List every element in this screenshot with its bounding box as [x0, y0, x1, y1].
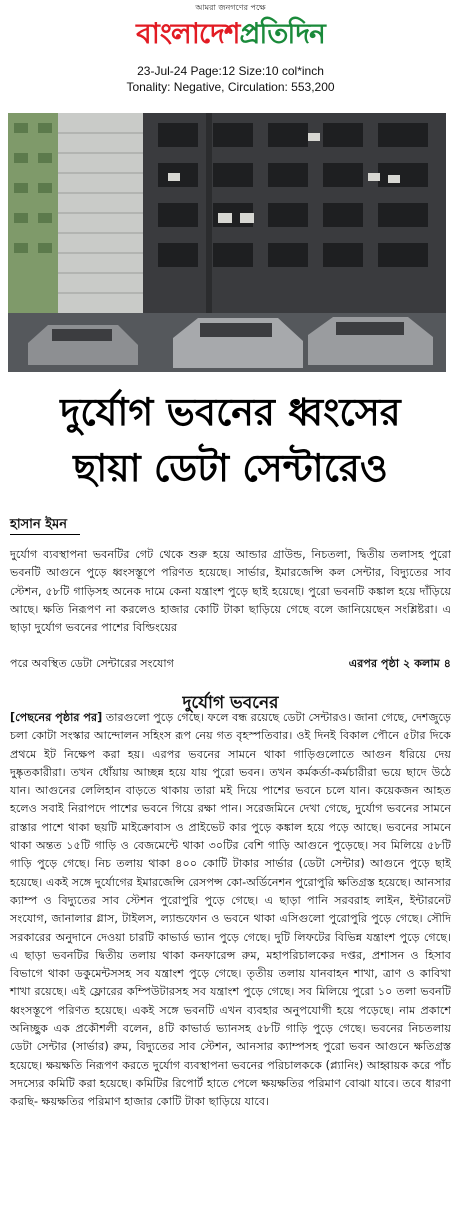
white-building [58, 113, 148, 323]
byline: হাসান ইমন [10, 517, 67, 532]
headline-line-2: ছায়া ডেটা সেন্টারেও [73, 446, 388, 490]
continued-from-label: [পেছনের পৃষ্ঠার পর] [10, 711, 103, 724]
lead-last-line: পরে অবস্থিত ডেটা সেন্টারের সংযোগ [10, 657, 174, 670]
masthead-tagline: আমরা জনগণের পক্ষে [195, 3, 266, 12]
jump-paragraph [10, 709, 451, 1112]
masthead [0, 0, 461, 64]
continued-on-label: এরপর পৃষ্ঠা ২ কলাম ৪ [348, 657, 451, 670]
jump-text: তারগুলো পুড়ে গেছে। ফলে বন্ধ রয়েছে ডেটা সেন্টারও। জানা গেছে, দেশজুড়ে চলা কোটা সংস্কার আন্দোলন সহিংস রূপ নেয় গত বৃহস্পতিবার। ওই দিনই বিকাল পৌনে ৫টার দিকে প্রথমে ইট নিক্ষেপ করা হয়। এরপর ভবনের সামনে থাকা গাড়িগুলোতে আগুন ধরিয়ে দেয় দুষ্কৃতকারীরা। তখন ধোঁয়ায় আচ্ছন্ন হয়ে যায় পুরো ভবন। তখন কর্মকর্তা-কর্মচারীরা ভয়ে ছাদে উঠে যান। আগুনের লেলিহান বাড়তে থাকায় তারা মই দিয়ে পাশের ভবনে চলে যান। কয়েকজন আহত হলেও সবাই নিরাপদে পাশের ভবনে গিয়ে রক্ষা পান। সরেজমিনে দেখা গেছে, দুর্যোগ ভবনের সামনে রাস্তার পাশে থাকা ছয়টি মাইক্রোবাস ও প্রাইভেট কার পুড়ে কঙ্কাল হয়ে পড়ে আছে। ভবনের সামনে থাকা অন্তত ১৫টি গাড়ি ও বেজমেন্টে থাকা ৩০টির বেশি গাড়ি আগুনে পুড়েছে। সব মিলিয়ে ৫৮টি গাড়ি পুড়ে গেছে। নিচ তলায় থাকা ৪০০ কোটি টাকার সার্ভার (ডেটা সেন্টার) আগুনে পুড়ে ছাই হয়েছে। একই সঙ্গে দুর্যোগের ইমারজেন্সি রেসপন্স কো-অর্ডিনেশন পুরোপুরি ক্ষতিগ্রস্ত হয়েছে। আনসার ক্যাম্প ও বিদ্যুতের সাব স্টেশন পুরোপুরি পুড়ে গেছে। এ ছাড়া পানি সরবরাহ লাইন, ইন্টারনেট সংযোগ, জানালার গ্লাস, টাইলস, ল্যান্ডফোন ও ভবনে থাকা এসিগুলো পুরোপুরি পুড়ে গেছে। সৌদি সরকারের অনুদানে দেওয়া চারটি কাভার্ড ভ্যান পুড়ে গেছে। দুটি লিফটের বিভিন্ন যন্ত্রাংশ পুড়ে গেছে। এ ছাড়া ভবনটির দ্বিতীয় তলায় থাকা কনফারেন্স রুম, মহাপরিচালকের দপ্তর, প্রশাসন ও হিসাব বিভাগে থাকা ডকুমেন্টসসহ সব যন্ত্রাংশ পুড়ে গেছে। তৃতীয় তলায় যানবাহন শাখা, ত্রাণ ও কাবিখা শাখা রয়েছে। এই ফ্লোরের কম্পিউটারসহ সব যন্ত্রাংশ পুড়ে গেছে। সব মিলিয়ে পুরো ১০ তলা ভবনটি ধ্বংসস্তূপে পরিণত হয়েছে। একই সঙ্গে ভবনটি এখন ব্যবহার অনুপযোগী হয়ে পড়েছে। নাম প্রকাশে অনিচ্ছুক এক প্রকৌশলী বলেন, ৪টি কাভার্ড ভ্যানসহ ৫৮টি গাড়ি পুড়ে গেছে। ভবনের নিচতলায় ডেটা সেন্টার (সার্ভার) রুম, বিদ্যুতের সাব স্টেশন, আনসার ক্যাম্পসহ পুরো ভবন আগুনে ক্ষতিগ্রস্ত হয়েছে। ক্ষয়ক্ষতি নিরূপণ করতে দুর্যোগ ব্যবস্থাপনা ভবনের পরিচালককে (প্ল্যানিং) আহ্বায়ক করে পাঁচ সদস্যের কমিটি করা হয়েছে। কমিটির রিপোর্ট হাতে পেলে ক্ষয়ক্ষতির পরিমাণ বোঝা যাবে। তবে ধারণা করছি- ক্ষয়ক্ষতির পরিমাণ হাজার কোটি টাকা ছাড়িয়ে যাবে। [10, 711, 451, 1109]
logo-part-2: প্রতিদিন [239, 17, 325, 50]
byline-divider [10, 534, 80, 535]
clip-meta-line-2: Tonality: Negative, Circulation: 553,200 [126, 80, 335, 94]
jump-subhead: দুর্যোগ ভবনের [182, 693, 279, 713]
continuation-row [10, 655, 451, 673]
utility-pole [206, 113, 212, 343]
newspaper-logo [0, 12, 461, 59]
headline-line-1: দুর্যোগ ভবনের ধ্বংসের [60, 390, 401, 434]
burnt-building-photo [8, 113, 446, 372]
lead-paragraph: দুর্যোগ ব্যবস্থাপনা ভবনটির গেট থেকে শুরু হয়ে আন্ডার গ্রাউন্ড, নিচতলা, দ্বিতীয় তলাসহ পুরো ভবনটি আগুনে পুড়ে ধ্বংসস্তূপে পরিণত হয়েছে। সার্ভার, ইমারজেন্সি কল সেন্টার, বিদ্যুতের সাব স্টেশন, ৫৮টি গাড়িসহ অনেক দামে কেনা যন্ত্রাংশ পুড়ে ছাই হয়েছে। পুরো ভবনটি কঙ্কাল হয়ে দাঁড়িয়ে আছে। ক্ষতি নিরূপণ না করলেও হাজার কোটি টাকা ছাড়িয়ে গেছে বলে জানিয়েছেন সংশ্লিষ্টরা। এ ছাড়া দুর্যোগ ভবনের পাশের বিল্ডিংয়ের [10, 548, 451, 635]
logo-part-1: বাংলাদেশ [136, 17, 240, 50]
photo-illustration [8, 113, 446, 372]
headline [0, 384, 461, 496]
clip-meta-line-1: 23-Jul-24 Page:12 Size:10 col*inch [137, 64, 324, 78]
